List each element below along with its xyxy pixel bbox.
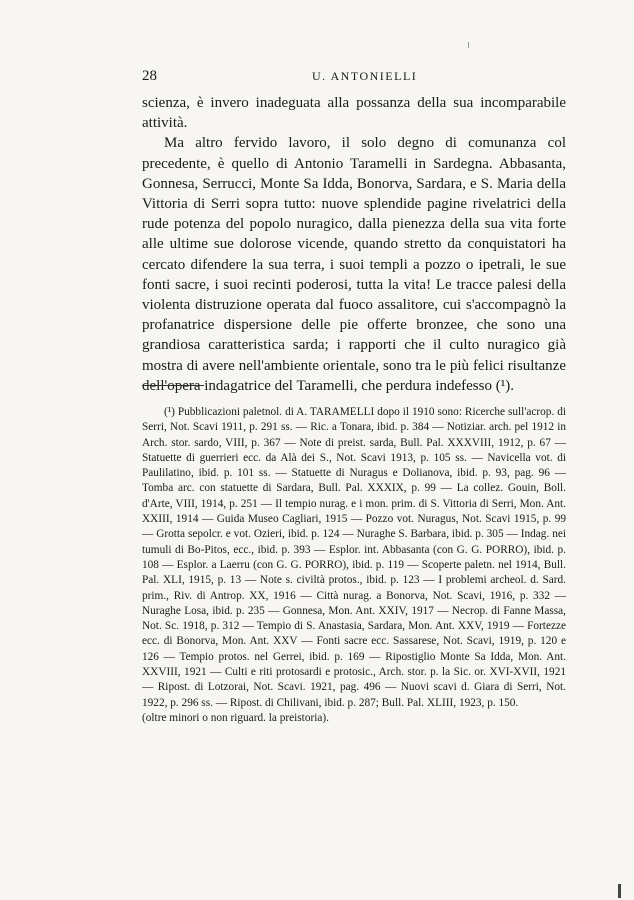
scan-speck (468, 42, 469, 48)
footnote-closing: (oltre minori o non riguard. la preistoria). (142, 711, 329, 724)
scan-edge-mark (618, 884, 621, 898)
footnote-rule (142, 385, 204, 386)
footnote (142, 405, 566, 726)
running-head: U. ANTONIELLI (312, 69, 418, 83)
paragraph-taramelli: Ma altro fervido lavoro, il solo degno di comunanza col precedente, è quello di Antonio Taramelli in Sardegna. Abbasanta, Gonnesa, Serrucci, Monte Sa Idda, Bonorva, Sardara, e S. Maria della Vittoria di Serri sopra tutto: nuove splendide pagine rivelatrici della rude potenza del popolo nuragico, dalla pienezza della sua vita forte alle ultime sue dolorose vicende, quando stretto da conquistatori ha cercato difendere la sua terra, i suoi templi a pozzo o ipetrali, le sue fonti sacre, i suoi recinti poderosi, tutta la vita! Le tracce palesi della violenta distruzione operata dal fuoco assalitore, cui s'accompagnò la profanatrice dispersione delle pie offerte bronzee, che sono una grandiosa caratteristica sarda; i rapporti che il culto nuragico già mostra di avere nell'ambiente orientale, sono tra le più felici risultanze dell'opera indagatrice del Taramelli, che perdura indefesso (¹). (142, 135, 566, 394)
body-text (142, 93, 566, 396)
footnote-text: (¹) Pubblicazioni paletnol. di A. TARAMELLI dopo il 1910 sono: Ricerche sull'acrop. di Serri, Not. Scavi 1911, p. 291 ss. — Ric. a Tonara, ibid. p. 384 — Notiziar. arch. pel 1912 in Arch. stor. sardo, VIII, p. 367 — Note di preist. sarda, Bull. Pal. XXXVIII, 1912, p. 67 — Statuette di guerrieri ecc. da Alà dei S., Not. Scavi 1913, p. 105 ss. — Navicella vot. di Paulilatino, ibid. p. 101 ss. — Statuette di Nuragus e Dolianova, ibid. p. 93, pag. 96 — Tomba arc. con statuette di Sardara, Bull. Pal. XXXIX, p. 99 — La collez. Gouin, Boll. d'Arte, VIII, 1914, p. 251 — Il tempio nurag. e i mon. prim. di S. Vittoria di Serri, Mon. Ant. XXIII, 1914 — Guida Museo Cagliari, 1915 — Pozzo vot. Nuragus, Not. Scavi 1915, p. 99 — Grotta sepolcr. e vot. Ozieri, ibid. p. 124 — Nuraghe S. Barbara, ibid. p. 305 — Indag. nei tumuli di Bo-Pitos, ecc., ibid. p. 393 — Esplor. int. Abbasanta (con G. G. PORRO), ibid. p. 108 — Esplor. a Laerru (con G. G. PORRO), ibid. p. 119 — Scoperte paletn. nel 1914, Bull. Pal. XLI, 1915, p. 13 — Note s. civiltà protos., ibid. p. 123 — I problemi archeol. d. Sard. prim., Riv. di Antrop. XX, 1916 — Città nurag. a Bonorva, Not. Scavi, 1916, p. 332 — Nuraghe Losa, ibid. p. 235 — Gonnesa, Mon. Ant. XXIV, 1917 — Necrop. di Fanne Massa, Not. Sc. 1918, p. 312 — Tempio di S. Anastasia, Sardara, Mon. Ant. XXV, 1919 — Fortezze ecc. di Bonorva, Mon. Ant. XXV — Fonti sacre ecc. Sassarese, Not. Scavi, 1919, p. 120 e 126 — Tempio protos. nel Gerrei, ibid. p. 169 — Ripostiglio Monte Sa Idda, Mon. Ant. XXVIII, 1921 — Culti e riti protosardi e protosic., Arch. stor. p. la Sic. or. XVI-XVII, 1921 — Ripost. di Lotzorai, Not. Scavi. 1921, pag. 496 — Nuovi scavi d. Giara di Serri, Not. 1922, p. 296 ss. — Ripost. di Chilivani, ibid. p. 287; Bull. Pal. XLIII, 1923, p. 150. (142, 406, 566, 709)
page-number: 28 (142, 68, 157, 84)
page-header (142, 68, 566, 88)
paragraph-continuation: scienza, è invero inadeguata alla possanza della sua incomparabile attività. (142, 95, 566, 132)
